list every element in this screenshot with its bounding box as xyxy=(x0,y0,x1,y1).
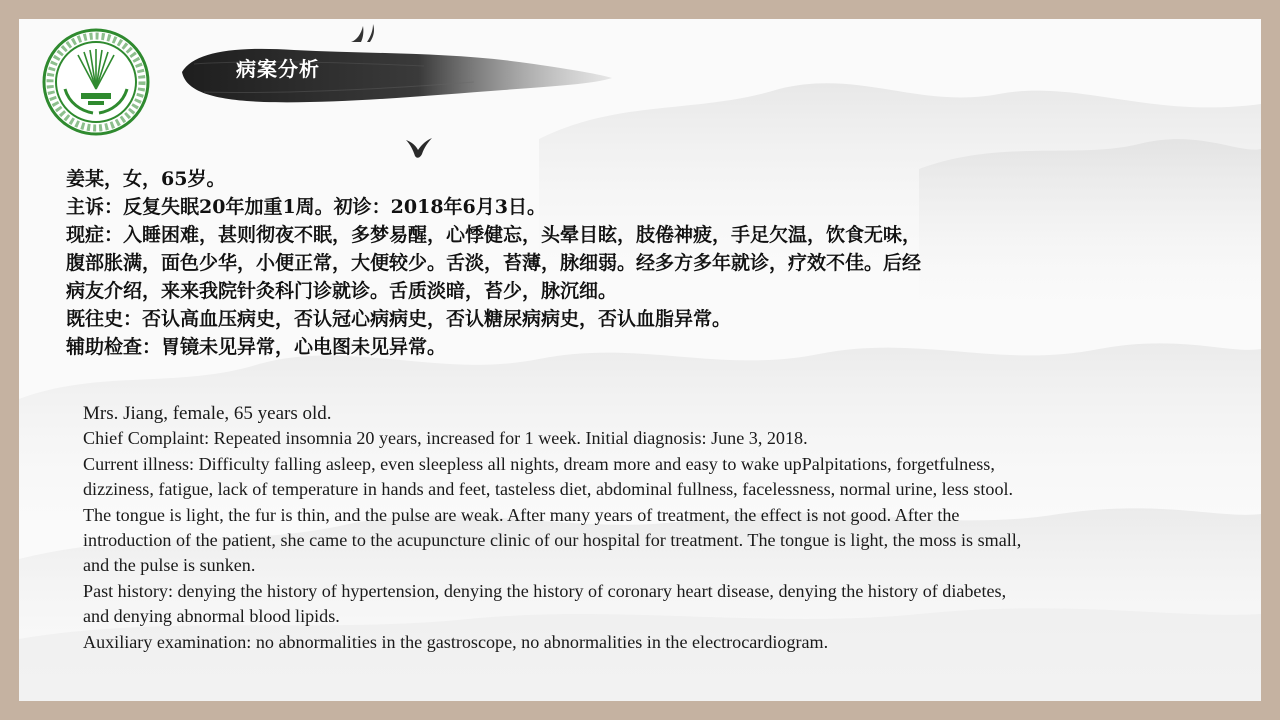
zh-chief-complaint: 主诉：反复失眠20年加重1周。初诊：2018年6月3日。 xyxy=(66,196,546,218)
en-patient-info: Mrs. Jiang, female, 65 years old. xyxy=(83,403,332,424)
en-current-illness-3: The tongue is light, the fur is thin, and the pulse are weak. After many years of treatment, the effect is not good. After the xyxy=(83,504,960,525)
page-title: 病案分析 xyxy=(236,57,320,81)
zh-current-illness-2: 腹部胀满，面色少华，小便正常，大便较少。舌淡，苔薄，脉细弱。经多方多年就诊，疗效不佳。后经 xyxy=(66,252,922,274)
zh-past-history: 既往史：否认高血压病史，否认冠心病病史，否认糖尿病病史，否认血脂异常。 xyxy=(66,308,732,330)
case-text-english xyxy=(83,401,1208,655)
zh-auxiliary-exam: 辅助检查：胃镜未见异常，心电图未见异常。 xyxy=(66,336,447,358)
en-past-history-1: Past history: denying the history of hypertension, denying the history of coronary heart disease, denying the history of diabetes, xyxy=(83,580,1007,601)
en-current-illness-1: Current illness: Difficulty falling asleep, even sleepless all nights, dream more and easy to wake upPalpitations, forgetfulness, xyxy=(83,453,995,474)
en-current-illness-2: dizziness, fatigue, lack of temperature in hands and feet, tasteless diet, abdominal fullness, facelessness, normal urine, less stool. xyxy=(83,479,1014,500)
en-current-illness-5: and the pulse is sunken. xyxy=(83,555,256,576)
zh-patient-info: 姜某，女，65岁。 xyxy=(66,168,226,190)
en-chief-complaint: Chief Complaint: Repeated insomnia 20 years, increased for 1 week. Initial diagnosis: June 3, 2018. xyxy=(83,428,808,449)
en-current-illness-4: introduction of the patient, she came to the acupuncture clinic of our hospital for treatment. The tongue is light, the moss is small, xyxy=(83,530,1022,551)
swallow-icon xyxy=(404,132,434,162)
slide xyxy=(19,19,1261,701)
zh-current-illness-3: 病友介绍，来来我院针灸科门诊就诊。舌质淡暗，苔少，脉沉细。 xyxy=(66,280,618,302)
bird-icon xyxy=(349,22,383,46)
en-past-history-2: and denying abnormal blood lipids. xyxy=(83,606,340,627)
case-text-chinese xyxy=(66,165,1196,361)
zh-current-illness-1: 现症：入睡困难，甚则彻夜不眠，多梦易醒，心悸健忘，头晕目眩，肢倦神疲，手足欠温，饮食无味， xyxy=(66,224,922,246)
association-logo xyxy=(41,27,151,137)
en-auxiliary-exam: Auxiliary examination: no abnormalities in the gastroscope, no abnormalities in the electrocardiogram. xyxy=(83,631,829,652)
